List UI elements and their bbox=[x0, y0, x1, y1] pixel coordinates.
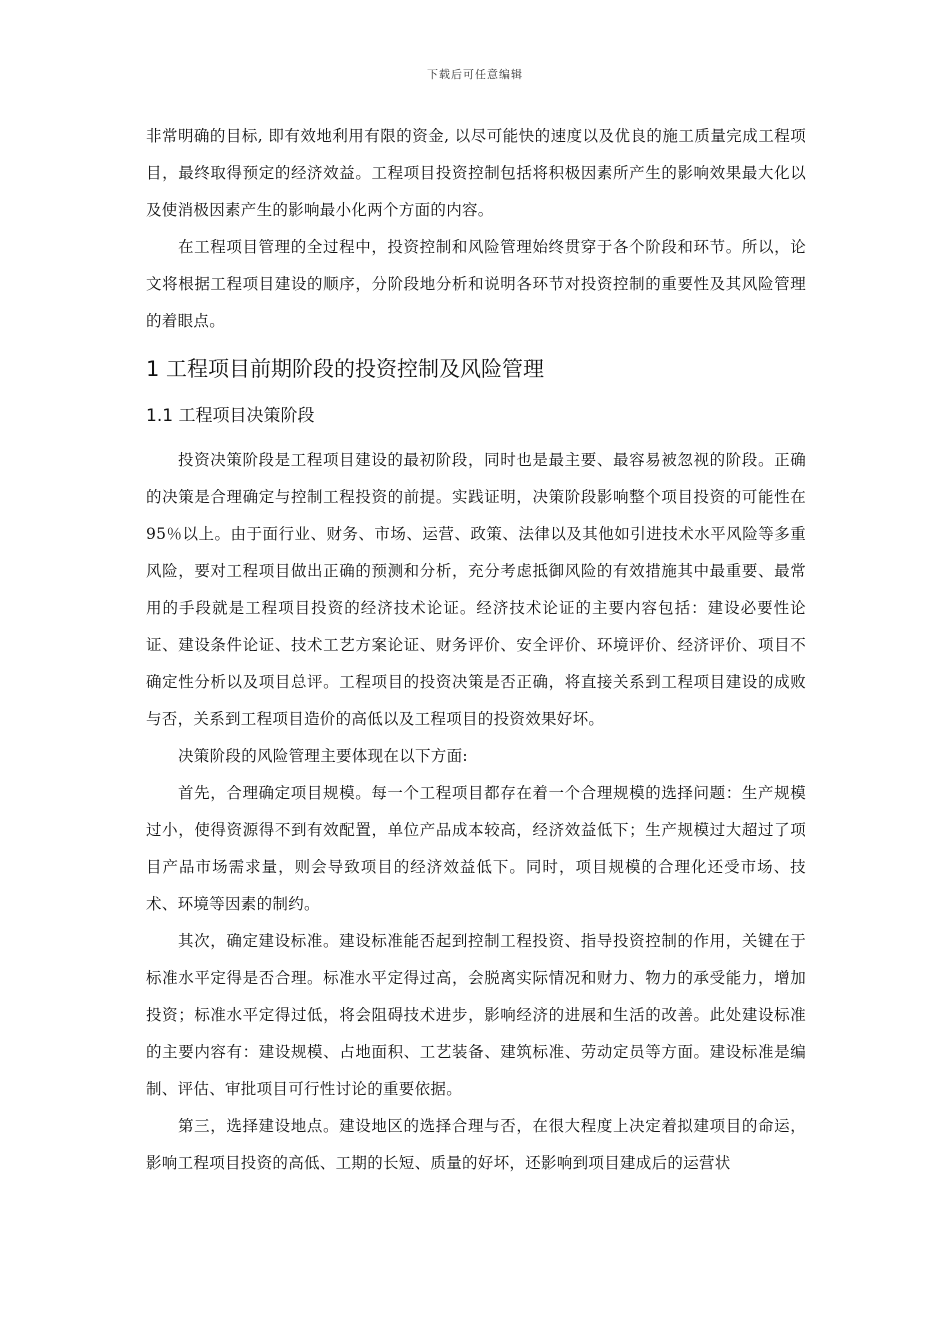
paragraph-1: 非常明确的目标, 即有效地利用有限的资金, 以尽可能快的速度以及优良的施工质量完成工程项目，最终取得预定的经济效益。工程项目投资控制包括将积极因素所产生的影响效果最大化以及使消极因素产生的影响最小化两个方面的内容。 bbox=[146, 127, 806, 219]
paragraph-5: 首先，合理确定项目规模。每一个工程项目都存在着一个合理规模的选择问题：生产规模过小，使得资源得不到有效配置，单位产品成本较高，经济效益低下；生产规模过大超过了项目产品市场需求量，则会导致项目的经济效益低下。同时，项目规模的合理化还受市场、技术、环境等因素的制约。 bbox=[146, 784, 806, 913]
subsection-heading: 1.1 工程项目决策阶段 bbox=[146, 406, 315, 426]
header-note: 下载后可任意编辑 bbox=[427, 68, 523, 81]
paragraph-6: 其次，确定建设标准。建设标准能否起到控制工程投资、指导投资控制的作用，关键在于标准水平定得是否合理。标准水平定得过高，会脱离实际情况和财力、物力的承受能力，增加投资；标准水平定得过低，将会阻碍技术进步，影响经济的进展和生活的改善。此处建设标准的主要内容有：建设规模、占地面积、工艺装备、建筑标准、劳动定员等方面。建设标准是编制、评估、审批项目可行性讨论的重要依据。 bbox=[146, 932, 806, 1098]
paragraph-4: 决策阶段的风险管理主要体现在以下方面: bbox=[178, 747, 468, 765]
paragraph-7: 第三，选择建设地点。建设地区的选择合理与否，在很大程度上决定着拟建项目的命运，影响工程项目投资的高低、工期的长短、质量的好坏，还影响到项目建成后的运营状 bbox=[146, 1117, 806, 1172]
document-body bbox=[146, 118, 806, 1182]
paragraph-2: 在工程项目管理的全过程中，投资控制和风险管理始终贯穿于各个阶段和环节。所以，论文将根据工程项目建设的顺序，分阶段地分析和说明各环节对投资控制的重要性及其风险管理的着眼点。 bbox=[146, 238, 806, 330]
section-heading: 1 工程项目前期阶段的投资控制及风险管理 bbox=[146, 357, 545, 381]
paragraph-3: 投资决策阶段是工程项目建设的最初阶段，同时也是最主要、最容易被忽视的阶段。正确的决策是合理确定与控制工程投资的前提。实践证明，决策阶段影响整个项目投资的可能性在 95％以上。由于面行业、财务、市场、运营、政策、法律以及其他如引进技术水平风险等多重风险，要对工程项目做出正确的预测和分析，充分考虑抵御风险的有效措施其中最重要、最常用的手段就是工程项目投资的经济技术论证。经济技术论证的主要内容包括：建设必要性论证、建设条件论证、技术工艺方案论证、财务评价、安全评价、环境评价、经济评价、项目不确定性分析以及项目总评。工程项目的投资决策是否正确，将直接关系到工程项目建设的成败与否，关系到工程项目造价的高低以及工程项目的投资效果好坏。 bbox=[146, 451, 806, 728]
